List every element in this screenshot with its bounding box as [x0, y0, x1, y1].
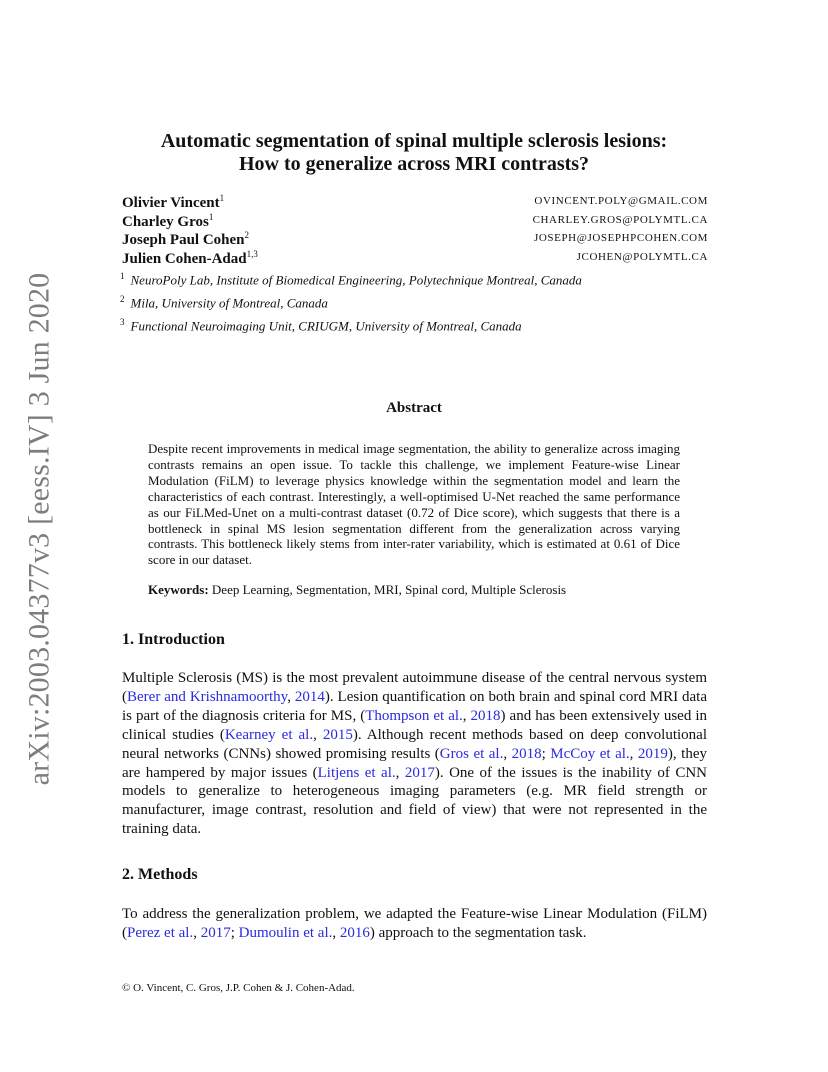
- arxiv-id: arXiv:2003.04377v3 [eess.IV] 3 Jun 2020: [22, 272, 56, 786]
- author-email[interactable]: CHARLEY.GROS@POLYMTL.CA: [532, 213, 708, 226]
- author-row: [122, 230, 708, 249]
- citation-link[interactable]: 2017: [200, 924, 231, 941]
- citation-link[interactable]: 2016: [339, 924, 370, 941]
- affiliation: $^1$ NeuroPoly Lab, Institute of Biomedical Engineering, Polytechnique Montreal, Canada: [120, 271, 582, 288]
- citation-link[interactable]: 2015: [322, 726, 353, 743]
- citation-link[interactable]: Thompson et al.: [365, 707, 463, 724]
- copyright-footer: © O. Vincent, C. Gros, J.P. Cohen & J. Cohen-Adad.: [122, 982, 355, 994]
- intro-heading: 1. Introduction: [122, 631, 225, 648]
- intro-paragraph: Multiple Sclerosis (MS) is the most prevalent autoimmune disease of the central nervous system (Berer and Krishnamoorthy, 2014). Lesion quantification on both brain and spinal cord MRI data is part of the diagnosis criteria for MS, (Thompson et al., 2018) and has been extensively used in clinical studies (Kearney et al., 2015). Although recent methods based on deep convolutional neural networks (CNNs) showed promising results (Gros et al., 2018; McCoy et al., 2019), they are hampered by major issues (Litjens et al., 2017). One of the issues is the inability of CNN models to generalize to heterogeneous imaging parameters (e.g. MR field strength or manufacturer, image contrast, resolution and field of view) that were not represented in the training data.: [122, 670, 708, 838]
- author-name: Julien Cohen-Adad$^{1,3}$: [122, 248, 258, 267]
- author-row: [122, 249, 708, 268]
- methods-paragraph: To address the generalization problem, we adapted the Feature-wise Linear Modulation (FiLM) (Perez et al., 2017; Dumoulin et al., 2016) approach to the segmentation task.: [122, 906, 707, 941]
- citation-link[interactable]: Perez et al.: [127, 924, 194, 941]
- author-affiliation-mark: 1: [219, 193, 225, 203]
- citation-link[interactable]: 2019: [637, 745, 668, 762]
- citation-link[interactable]: 2017: [404, 764, 435, 781]
- author-list: [122, 193, 708, 267]
- author-row: [122, 212, 708, 231]
- citation-link[interactable]: Gros et al.: [439, 745, 504, 762]
- citation-link[interactable]: Dumoulin et al.: [238, 924, 333, 941]
- author-name: Olivier Vincent$^1$: [122, 193, 225, 211]
- author-email[interactable]: JCOHEN@POLYMTL.CA: [576, 250, 708, 263]
- citation-link[interactable]: Kearney et al.: [224, 726, 314, 743]
- citation-link[interactable]: Berer and Krishnamoorthy: [127, 688, 288, 705]
- keywords-list: Deep Learning, Segmentation, MRI, Spinal cord, Multiple Sclerosis: [211, 582, 567, 597]
- citation-link[interactable]: Litjens et al.: [317, 764, 396, 781]
- author-email[interactable]: OVINCENT.POLY@GMAIL.COM: [534, 195, 708, 207]
- author-name: Joseph Paul Cohen$^2$: [122, 230, 250, 248]
- citation-link[interactable]: 2018: [470, 707, 501, 724]
- affiliation-list: [120, 267, 582, 335]
- arxiv-sidebar: [17, 272, 61, 786]
- affiliation: $^2$ Mila, University of Montreal, Canada: [120, 293, 328, 311]
- author-name: Charley Gros$^1$: [122, 211, 214, 230]
- abstract-heading: Abstract: [386, 400, 442, 416]
- author-affiliation-mark: 2: [244, 230, 250, 240]
- author-email[interactable]: JOSEPH@JOSEPHPCOHEN.COM: [534, 232, 708, 244]
- author-affiliation-mark: 1: [208, 211, 214, 222]
- keywords-label: Keywords:: [148, 582, 209, 597]
- author-affiliation-mark: 1,3: [246, 248, 258, 259]
- affiliation: $^3$ Functional Neuroimaging Unit, CRIUGM, University of Montreal, Canada: [120, 316, 522, 333]
- title-line-1: Automatic segmentation of spinal multiple sclerosis lesions:: [160, 130, 668, 152]
- citation-link[interactable]: 2014: [294, 688, 325, 705]
- author-row: [122, 193, 708, 212]
- citation-link[interactable]: 2018: [511, 745, 542, 762]
- methods-heading: 2. Methods: [122, 866, 198, 883]
- paper-title: [0, 130, 828, 176]
- keywords: [148, 582, 688, 598]
- title-line-2: How to generalize across MRI contrasts?: [238, 153, 590, 175]
- citation-link[interactable]: McCoy et al.: [550, 745, 630, 762]
- abstract-body: Despite recent improvements in medical image segmentation, the ability to generalize across imaging contrasts remains an open issue. To tackle this challenge, we implement Feature-wise Linear Modulation (FiLM) to leverage physics knowledge within the segmentation model and learn the characteristics of each contrast. Interestingly, a well-optimised U-Net reached the same performance as our FiLMed-Unet on a multi-contrast dataset (0.72 of Dice score), which suggests that there is a bottleneck in spinal MS lesion segmentation different from the generalization across varying contrasts. This bottleneck likely stems from inter-rater variability, which is estimated at 0.61 of Dice score in our dataset.: [148, 441, 680, 568]
